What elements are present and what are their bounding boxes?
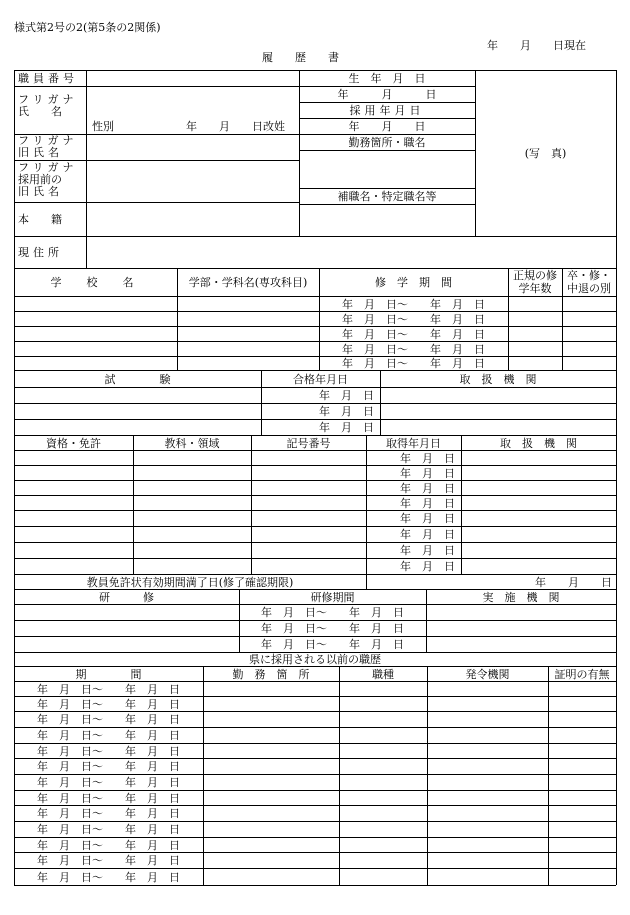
exam-row-2-date: 年 月 日 (319, 405, 374, 418)
domicile-label: 本 籍 (18, 213, 62, 226)
school-row-4-period: 年 月 日～ 年 月 日 (342, 342, 485, 356)
pass-date-header: 合格年月日 (293, 372, 348, 386)
furigana-label: フリガナ (18, 93, 78, 106)
sub-job-label: 補職名・特定職名等 (337, 190, 437, 203)
training-row-2-period: 年 月 日～ 年 月 日 (261, 622, 404, 635)
license-row-5-date: 年 月 日 (400, 512, 455, 525)
photo-placeholder: (写 真) (524, 147, 567, 160)
career-issuer-header: 発令機関 (465, 667, 510, 681)
career-row-period: 年 月 日～ 年 月 日 (37, 791, 180, 805)
license-row-4-date: 年 月 日 (400, 496, 455, 510)
training-header: 研 修 (99, 590, 154, 604)
training-row-3-period: 年 月 日～ 年 月 日 (261, 638, 404, 651)
hire-date-label: 採用年月日 (349, 104, 425, 117)
career-row-period: 年 月 日～ 年 月 日 (37, 682, 180, 696)
career-row-period: 年 月 日～ 年 月 日 (37, 744, 180, 758)
career-row-period: 年 月 日～ 年 月 日 (37, 729, 180, 742)
school-row-1-period: 年 月 日～ 年 月 日 (342, 297, 485, 311)
career-period-header: 期 間 (75, 667, 142, 681)
name-change-label: 年 月 日改姓 (186, 120, 285, 133)
subject-header: 教科・領域 (164, 436, 220, 450)
license-row-6-date: 年 月 日 (400, 528, 455, 541)
address-label: 現住所 (18, 246, 63, 259)
old-name-text: 旧氏名 (18, 146, 63, 159)
school-row-3-period: 年 月 日～ 年 月 日 (342, 327, 485, 341)
exam-row-3-date: 年 月 日 (319, 421, 374, 434)
acquired-date-header: 取得年月日 (386, 436, 441, 450)
career-workplace-header: 勤 務 箇 所 (232, 667, 310, 681)
furigana-label-2: フリガナ (18, 134, 78, 147)
license-row-3-date: 年 月 日 (400, 481, 455, 495)
old-name-label (18, 135, 77, 159)
furigana-label-3: フリガナ (18, 161, 78, 174)
career-proof-header: 証明の有無 (554, 667, 610, 681)
school-name-header: 学 校 名 (50, 276, 141, 289)
career-row-period: 年 月 日～ 年 月 日 (37, 807, 180, 820)
study-years-header: 正規の修学年数 (513, 269, 557, 295)
hire-date-value: 年 月 日 (348, 120, 426, 133)
career-row-period: 年 月 日～ 年 月 日 (37, 713, 180, 726)
workplace-label: 勤務箇所・職名 (348, 136, 426, 149)
license-expiry-value: 年 月 日 (535, 575, 612, 589)
date-now: 年 月 日現在 (487, 39, 586, 52)
license-expiry-label: 教員免許状有効期間満了日(修了確認期限) (86, 575, 294, 589)
career-row-period: 年 月 日～ 年 月 日 (37, 760, 180, 773)
staff-number-label: 職員番号 (18, 72, 78, 85)
license-number-header: 記号番号 (286, 436, 331, 450)
birth-date-value: 年 月 日 (337, 88, 437, 101)
license-agency-header: 取 扱 機 関 (500, 436, 577, 450)
pre-hire-old-name-label (18, 162, 77, 198)
career-row-period: 年 月 日～ 年 月 日 (37, 697, 180, 711)
page-title: 履 歴 書 (262, 51, 339, 64)
school-row-2-period: 年 月 日～ 年 月 日 (342, 312, 485, 326)
career-row-period: 年 月 日～ 年 月 日 (37, 823, 180, 836)
name-label (18, 94, 77, 118)
license-header: 資格・免許 (46, 436, 101, 450)
graduation-status-header: 卒・修・中退の別 (567, 269, 611, 295)
license-row-7-date: 年 月 日 (400, 544, 455, 557)
exam-row-1-date: 年 月 日 (319, 389, 374, 402)
license-row-1-date: 年 月 日 (400, 451, 455, 465)
pre-hire-text-1: 採用前の (18, 173, 62, 186)
exam-agency-header: 取 扱 機 関 (459, 372, 537, 386)
career-job-header: 職種 (372, 667, 394, 681)
training-period-header: 研修期間 (310, 590, 355, 604)
school-row-5-period: 年 月 日～ 年 月 日 (342, 357, 485, 370)
career-row-period: 年 月 日～ 年 月 日 (37, 854, 180, 867)
birth-date-label: 生 年 月 日 (348, 72, 426, 85)
study-period-header: 修 学 期 間 (375, 276, 452, 289)
training-row-1-period: 年 月 日～ 年 月 日 (261, 606, 404, 619)
form-number: 様式第2号の2(第5条の2関係) (14, 21, 161, 34)
name-text: 氏 名 (18, 105, 62, 118)
license-row-2-date: 年 月 日 (400, 466, 455, 480)
gender-label: 性別 (92, 120, 114, 133)
exam-header: 試 験 (104, 372, 171, 386)
training-agency-header: 実 施 機 関 (482, 590, 560, 604)
license-row-8-date: 年 月 日 (400, 560, 455, 573)
career-section-title: 県に採用される以前の職歴 (249, 653, 381, 666)
career-row-period: 年 月 日～ 年 月 日 (37, 838, 180, 852)
career-row-period: 年 月 日～ 年 月 日 (37, 870, 180, 884)
faculty-header: 学部・学科名(専攻科目) (188, 276, 308, 289)
career-row-period: 年 月 日～ 年 月 日 (37, 776, 180, 789)
pre-hire-text-2: 旧氏名 (18, 185, 63, 198)
